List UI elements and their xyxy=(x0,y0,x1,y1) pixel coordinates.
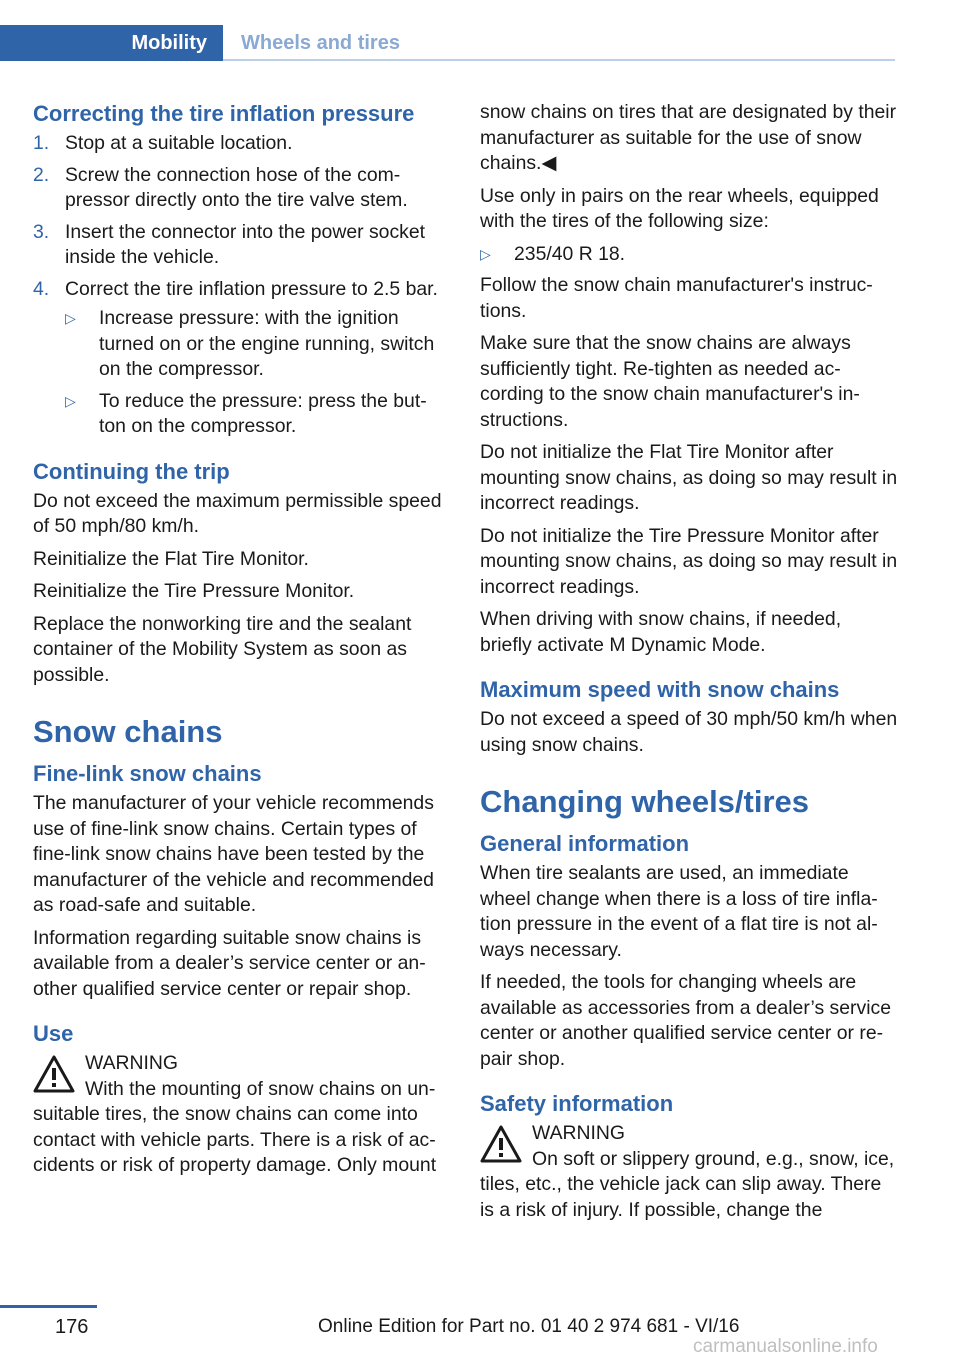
step-item xyxy=(33,220,453,271)
paragraph: Do not exceed the maximum permissible speed of 50 mph/80 km/h. xyxy=(33,489,442,537)
paragraph: If needed, the tools for changing wheels are available as accessories from a dealer’s service center or another qualified service center or re-pair shop. xyxy=(480,971,891,1070)
page-header xyxy=(0,25,895,61)
footer-rule xyxy=(0,1305,97,1308)
step-number: 4. xyxy=(33,277,50,300)
paragraph: Reinitialize the Tire Pressure Monitor. xyxy=(33,580,355,602)
paragraph: Do not initialize the Flat Tire Monitor after mounting snow chains, as doing so may result in incorrect readings. xyxy=(480,441,898,514)
warning-triangle-icon xyxy=(33,1055,75,1093)
bullet-item xyxy=(65,389,453,440)
paragraph: Make sure that the snow chains are always sufficiently tight. Re-tighten as needed ac-cording to the snow chain manufacturer's in-structions. xyxy=(480,332,860,431)
correcting-steps xyxy=(33,131,453,440)
warning-label: WARNING xyxy=(85,1052,178,1074)
paragraph: When tire sealants are used, an immediate wheel change when there is a loss of tire infla-tion pressure in the event of a flat tire is not al-ways necessary. xyxy=(480,862,878,961)
step-number: 1. xyxy=(33,132,50,154)
heading-safety-information: Safety information xyxy=(480,1091,674,1116)
heading-general-information: General information xyxy=(480,831,690,856)
warning-text: On soft or slippery ground, e.g., snow, ice, tiles, etc., the vehicle jack can slip away. There is a risk of injury. If possible, change the xyxy=(480,1147,895,1221)
warning-continued-text: snow chains on tires that are designated by their manufacturer as suitable for the use of snow chains.◀ xyxy=(480,101,897,174)
triangle-bullet-icon: ▷ xyxy=(65,392,76,409)
section-tab-mobility[interactable]: Mobility xyxy=(0,25,223,61)
paragraph: Do not initialize the Tire Pressure Monitor after mounting snow chains, as doing so may result in incorrect readings. xyxy=(480,524,898,598)
tire-size: 235/40 R 18. xyxy=(514,242,626,265)
warning-block xyxy=(33,1051,453,1179)
bullet-item xyxy=(480,242,898,268)
paragraph: When driving with snow chains, if needed, briefly activate M Dynamic Mode. xyxy=(480,608,842,656)
bullet-text: To reduce the pressure: press the but-ton on the compressor. xyxy=(99,389,427,437)
heading-correcting-pressure: Correcting the tire inflation pressure xyxy=(33,101,415,126)
pressure-bullets xyxy=(65,306,453,440)
page-number: 176 xyxy=(55,1316,89,1338)
title-snow-chains: Snow chains xyxy=(33,714,223,749)
edition-text: Online Edition for Part no. 01 40 2 974 681 - VI/16 xyxy=(318,1316,740,1337)
triangle-bullet-icon: ▷ xyxy=(65,310,76,326)
tire-size-list xyxy=(480,242,898,268)
warning-triangle-icon xyxy=(480,1125,522,1163)
triangle-bullet-icon: ▷ xyxy=(480,245,491,262)
header-rule xyxy=(223,59,895,61)
paragraph: Information regarding suitable snow chains is available from a dealer’s service center or an-other qualified service center or repair shop. xyxy=(33,926,426,1000)
heading-continuing-trip: Continuing the trip xyxy=(33,458,230,484)
step-number: 2. xyxy=(33,163,50,186)
title-changing-wheels-tires: Changing wheels/tires xyxy=(480,784,810,819)
step-text: Correct the tire inflation pressure to 2.5 bar. xyxy=(65,277,438,300)
step-item xyxy=(33,277,453,440)
step-item xyxy=(33,131,453,157)
paragraph: Use only in pairs on the rear wheels, equipped with the tires of the following size: xyxy=(480,184,879,232)
step-text: Stop at a suitable location. xyxy=(65,132,293,154)
heading-use: Use xyxy=(33,1021,74,1046)
bullet-text: Increase pressure: with the ignition turned on or the engine running, switch on the compressor. xyxy=(99,307,435,380)
bullet-item xyxy=(65,306,453,383)
heading-fine-link-snow-chains: Fine-link snow chains xyxy=(33,761,262,786)
step-item xyxy=(33,163,453,214)
warning-text: With the mounting of snow chains on un-suitable tires, the snow chains can come into contact with vehicle parts. There is a risk of ac-cidents or risk of property damage. Only mount xyxy=(33,1077,437,1176)
step-text: Screw the connection hose of the com-pressor directly onto the tire valve stem. xyxy=(65,163,408,211)
right-column xyxy=(480,100,898,1227)
paragraph: The manufacturer of your vehicle recommends use of fine-link snow chains. Certain types of fine-link snow chains have been tested by the manufacturer of the vehicle and recommended as road-safe and suitable. xyxy=(33,792,434,916)
paragraph: Reinitialize the Flat Tire Monitor. xyxy=(33,547,309,570)
step-number: 3. xyxy=(33,220,50,243)
left-column xyxy=(33,100,453,1183)
section-tab-wheels-and-tires[interactable]: Wheels and tires xyxy=(241,31,400,54)
watermark: carmanualsonline.info xyxy=(693,1336,878,1357)
step-text: Insert the connector into the power socket inside the vehicle. xyxy=(65,220,426,268)
paragraph: Replace the nonworking tire and the sealant container of the Mobility System as soon as possible. xyxy=(33,612,412,686)
paragraph: Do not exceed a speed of 30 mph/50 km/h when using snow chains. xyxy=(480,708,898,756)
warning-block xyxy=(480,1121,898,1223)
heading-max-speed-snow-chains: Maximum speed with snow chains xyxy=(480,677,840,702)
warning-label: WARNING xyxy=(532,1122,625,1144)
paragraph: Follow the snow chain manufacturer's instruc-tions. xyxy=(480,274,873,322)
